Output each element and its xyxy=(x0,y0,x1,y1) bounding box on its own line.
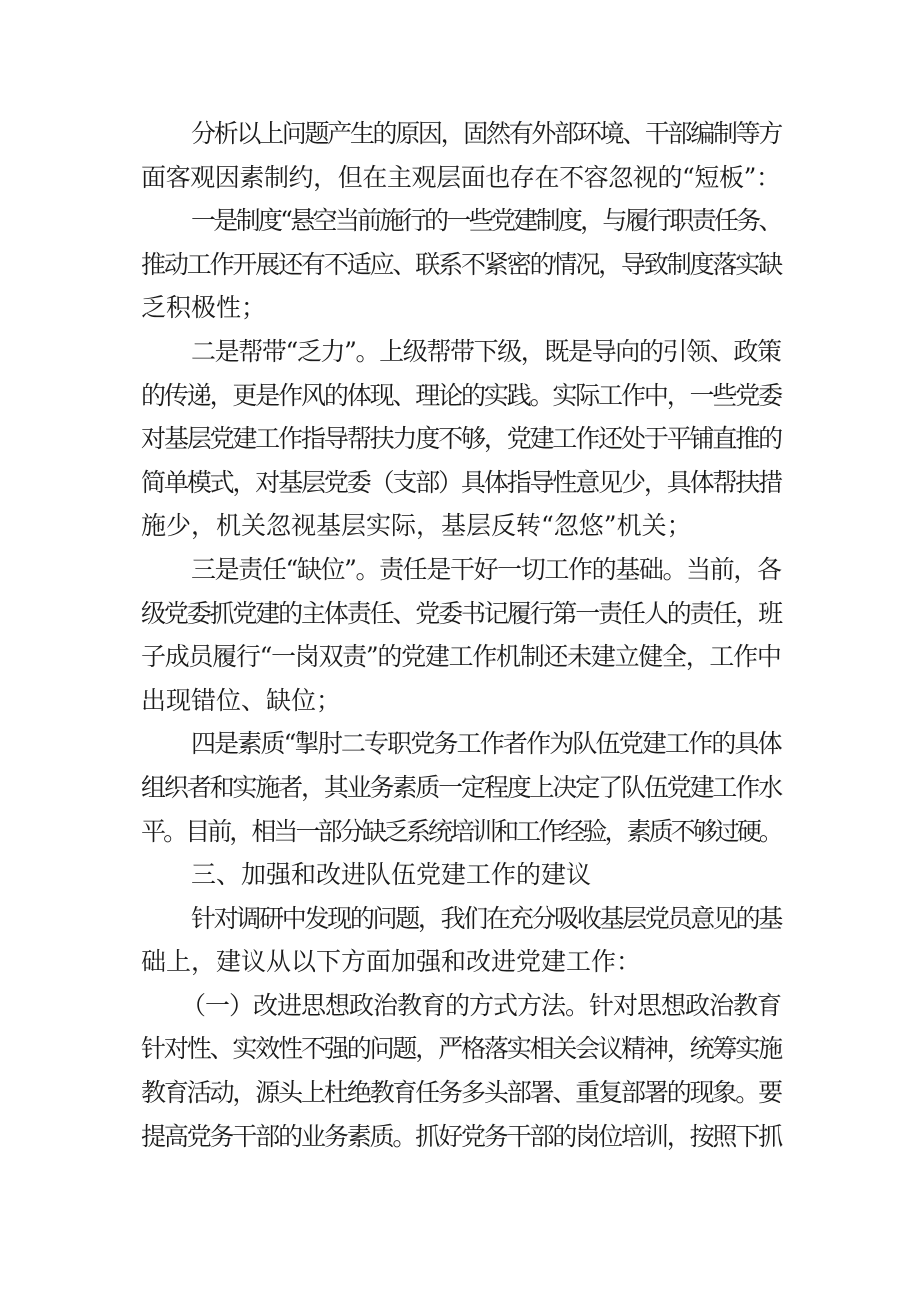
document-line: 出现错位、缺位； xyxy=(141,685,342,715)
document-line: 针对调研中发现的问题，我们在充分吸收基层党员意见的基 xyxy=(191,903,782,933)
document-line: 组织者和实施者，其业务素质一定程度上决定了队伍党建工作水 xyxy=(141,772,782,802)
document-line: 级党委抓党建的主体责任、党委书记履行第一责任人的责任，班 xyxy=(141,598,782,628)
document-line: 对基层党建工作指导帮扶力度不够，党建工作还处于平铺直推的 xyxy=(141,424,782,454)
document-line: 子成员履行“一岗双责”的党建工作机制还未建立健全，工作中 xyxy=(141,642,781,672)
document-line: 二是帮带“乏力”。上级帮带下级，既是导向的引领、政策 xyxy=(191,336,781,366)
document-line: 提高党务干部的业务素质。抓好党务干部的岗位培训，按照下抓 xyxy=(141,1121,782,1151)
document-line: 一是制度“悬空当前施行的一些党建制度，与履行职责任务、 xyxy=(191,206,781,236)
document-line: （一）改进思想政治教育的方式方法。针对思想政治教育 xyxy=(181,990,782,1020)
document-line: 针对性、实效性不强的问题，严格落实相关会议精神，统筹实施 xyxy=(141,1034,782,1064)
document-line: 乏积极性； xyxy=(141,293,267,323)
document-line: 础上，建议从以下方面加强和改进党建工作： xyxy=(141,947,642,977)
document-line: 简单模式，对基层党委（支部）具体指导性意见少，具体帮扶措 xyxy=(141,467,782,497)
document-line: 平。目前，相当一部分缺乏系统培训和工作经验，素质不够过硬。 xyxy=(141,816,782,846)
document-line: 的传递，更是作风的体现、理论的实践。实际工作中，一些党委 xyxy=(141,380,782,410)
document-line: 施少，机关忽视基层实际，基层反转“忽悠”机关； xyxy=(141,511,692,541)
document-body xyxy=(141,112,781,1158)
document-line: 推动工作开展还有不适应、联系不紧密的情况，导致制度落实缺 xyxy=(141,249,782,279)
document-line: 三、加强和改进队伍党建工作的建议 xyxy=(191,860,592,890)
document-line: 教育活动，源头上杜绝教育任务多头部署、重复部署的现象。要 xyxy=(141,1078,782,1108)
document-line: 分析以上问题产生的原因，固然有外部环境、干部编制等方 xyxy=(191,119,782,148)
document-line: 面客观因素制约，但在主观层面也存在不容忽视的“短板”： xyxy=(141,162,781,192)
document-line: 三是责任“缺位”。责任是干好一切工作的基础。当前，各 xyxy=(191,554,781,584)
document-line: 四是素质“掣肘二专职党务工作者作为队伍党建工作的具体 xyxy=(191,729,781,759)
